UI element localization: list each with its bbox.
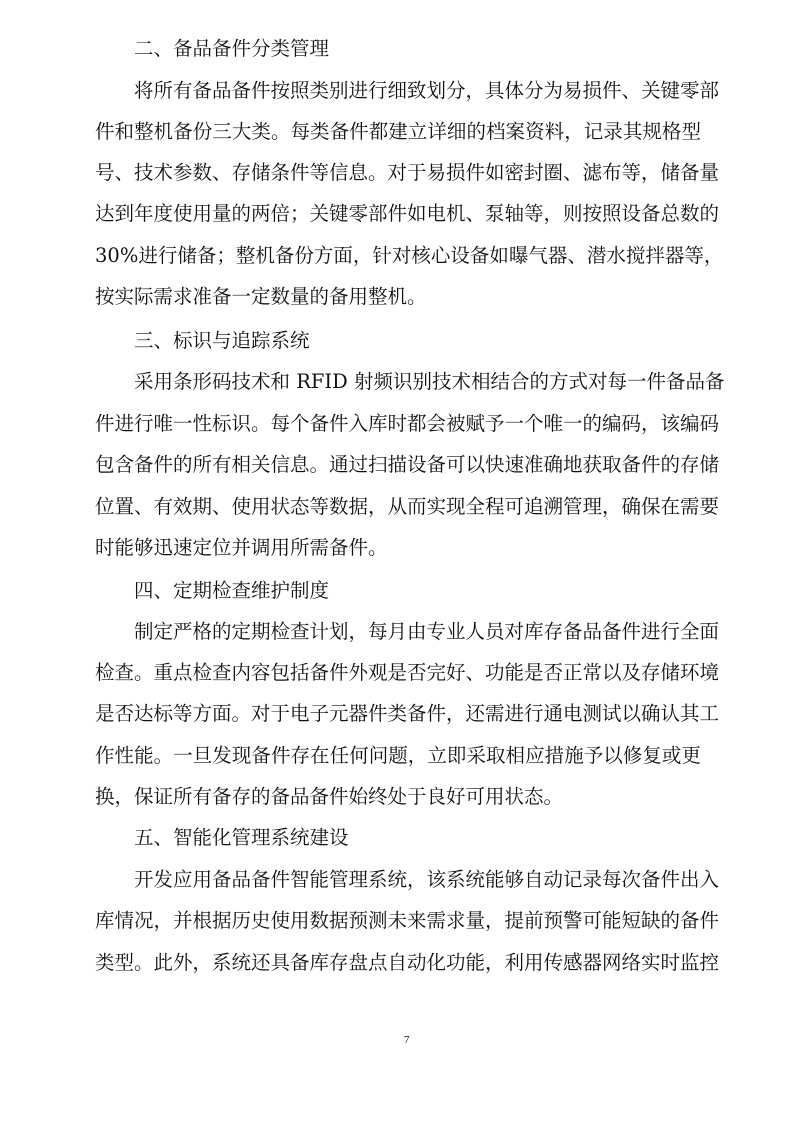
- paragraph-line: 采用条形码技术和 RFID 射频识别技术相结合的方式对每一件备品备: [134, 370, 725, 393]
- section-heading: 二、备品备件分类管理: [134, 37, 330, 60]
- page-number: 7: [404, 1034, 410, 1046]
- paragraph-line: 按实际需求准备一定数量的备用整机。: [95, 285, 427, 308]
- paragraph-line: 库情况，并根据历史使用数据预测未来需求量，提前预警可能短缺的备件: [95, 909, 720, 932]
- section-heading: 四、定期检查维护制度: [134, 579, 330, 602]
- paragraph-line: 作性能。一旦发现备件存在任何问题，立即采取相应措施予以修复或更: [95, 744, 701, 767]
- paragraph-line: 是否达标等方面。对于电子元器件类备件，还需进行通电测试以确认其工: [95, 702, 720, 725]
- paragraph-line: 件进行唯一性标识。每个备件入库时都会被赋予一个唯一的编码，该编码: [95, 412, 720, 435]
- paragraph-line: 将所有备品备件按照类别进行细致划分，具体分为易损件、关键零部: [134, 79, 720, 102]
- paragraph-line: 达到年度使用量的两倍；关键零部件如电机、泵轴等，则按照设备总数的: [95, 202, 720, 225]
- paragraph-line: 号、技术参数、存储条件等信息。对于易损件如密封圈、滤布等，储备量: [95, 161, 720, 184]
- section-heading: 三、标识与追踪系统: [134, 329, 310, 352]
- paragraph-line: 件和整机备份三大类。每类备件都建立详细的档案资料，记录其规格型: [95, 120, 701, 143]
- paragraph-line: 类型。此外，系统还具备库存盘点自动化功能，利用传感器网络实时监控: [95, 951, 720, 974]
- paragraph-line: 30%进行储备；整机备份方面，针对核心设备如曝气器、潜水搅拌器等，: [95, 244, 724, 267]
- paragraph-line: 检查。重点检查内容包括备件外观是否完好、功能是否正常以及存储环境: [95, 661, 720, 684]
- paragraph-line: 开发应用备品备件智能管理系统，该系统能够自动记录每次备件出入: [134, 868, 720, 891]
- section-heading: 五、智能化管理系统建设: [134, 826, 349, 849]
- paragraph-line: 换，保证所有备存的备品备件始终处于良好可用状态。: [95, 785, 564, 808]
- paragraph-line: 制定严格的定期检查计划，每月由专业人员对库存备品备件进行全面: [134, 620, 720, 643]
- paragraph-line: 位置、有效期、使用状态等数据，从而实现全程可追溯管理，确保在需要: [95, 495, 720, 518]
- paragraph-line: 包含备件的所有相关信息。通过扫描设备可以快速准确地获取备件的存储: [95, 453, 720, 476]
- paragraph-line: 时能够迅速定位并调用所需备件。: [95, 536, 388, 559]
